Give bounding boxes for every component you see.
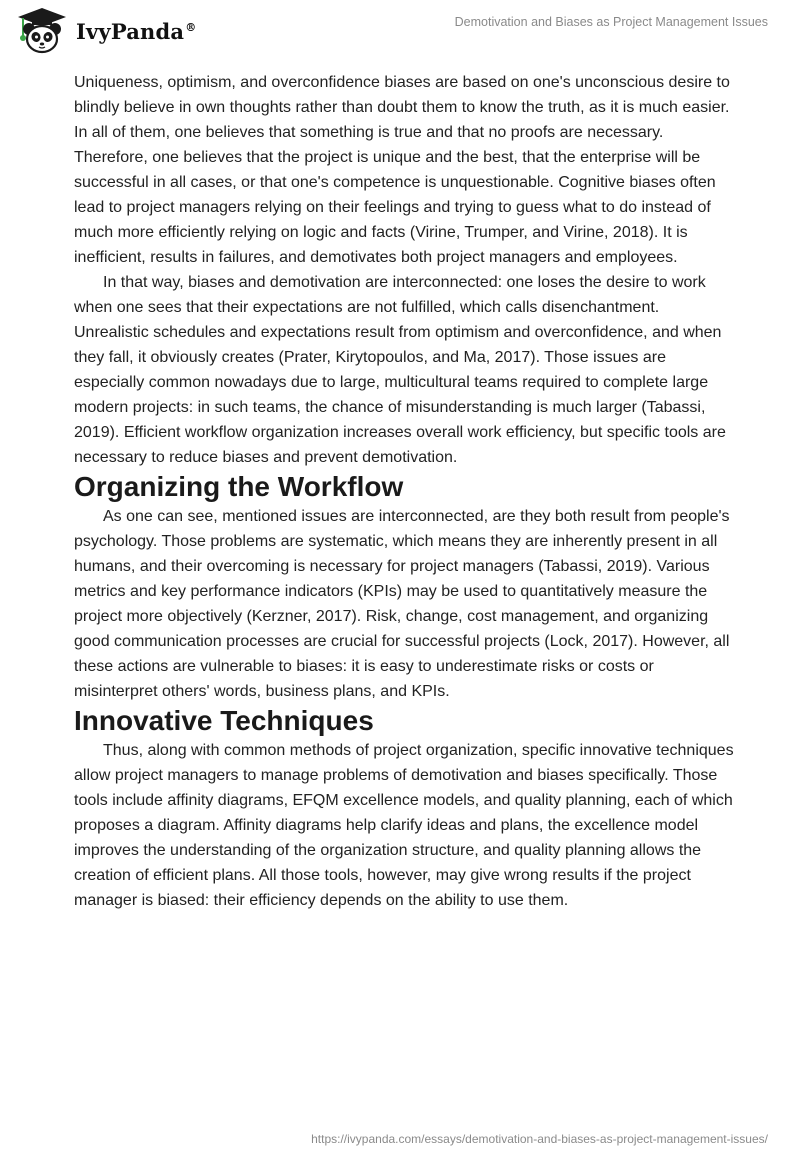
panda-graduation-cap-icon <box>14 6 70 56</box>
paragraph: Uniqueness, optimism, and overconfidence biases are based on one's unconscious desire to blindly believe in own thoughts rather than doubt them to know the truth, as it is much easier. In all of them, one believes that something is true and that no proofs are necessary. Therefore, one believes that the project is unique and the best, that the enterprise will be successful in all cases, or that one's competence is unquestionable. Cognitive biases often lead to project managers relying on their feelings and trying to guess what to do instead of much more efficiently relying on logic and facts (Virine, Trumper, and Virine, 2018). It is inefficient, results in failures, and demotivates both project managers and employees. <box>74 74 730 266</box>
paragraph: In that way, biases and demotivation are interconnected: one loses the desire to work when one sees that their expectations are not fulfilled, which calls disenchantment. Unrealistic schedules and expectations result from optimism and overconfidence, and when they fall, it obviously creates (Prater, Kirytopoulos, and Ma, 2017). Those issues are especially common nowadays due to large, multicultural teams required to complete large modern projects: in such teams, the chance of misunderstanding is much larger (Tabassi, 2019). Efficient workflow organization increases overall work efficiency, but specific tools are necessary to reduce biases and prevent demotivation. <box>74 274 726 466</box>
section-heading: Innovative Techniques <box>74 705 374 736</box>
source-url[interactable]: https://ivypanda.com/essays/demotivation-and-biases-as-project-management-issues/ <box>311 1132 768 1146</box>
document-title: Demotivation and Biases as Project Management Issues <box>454 15 768 29</box>
ivypanda-logo[interactable] <box>14 6 196 56</box>
article-body <box>74 70 734 913</box>
brand-name: IvyPanda® <box>76 18 197 44</box>
paragraph: Thus, along with common methods of project organization, specific innovative techniques allow project managers to manage problems of demotivation and biases specifically. Those tools include affinity diagrams, EFQM excellence models, and quality planning, each of which proposes a diagram. Affinity diagrams help clarify ideas and plans, the excellence model improves the understanding of the organization structure, and quality planning allows the creation of efficient plans. All those tools, however, may give wrong results if the project manager is biased: their efficiency depends on the ability to use them. <box>74 742 734 909</box>
paragraph: As one can see, mentioned issues are interconnected, are they both result from people's psychology. Those problems are systematic, which means they are inherently present in all humans, and their overcoming is necessary for project managers (Tabassi, 2019). Various metrics and key performance indicators (KPIs) may be used to quantitatively measure the project more objectively (Kerzner, 2017). Risk, change, cost management, and organizing good communication processes are crucial for successful projects (Lock, 2017). However, all these actions are vulnerable to biases: it is easy to underestimate risks or costs or misinterpret others' words, business plans, and KPIs. <box>74 508 730 700</box>
section-heading: Organizing the Workflow <box>74 471 404 502</box>
page-header <box>0 0 800 62</box>
